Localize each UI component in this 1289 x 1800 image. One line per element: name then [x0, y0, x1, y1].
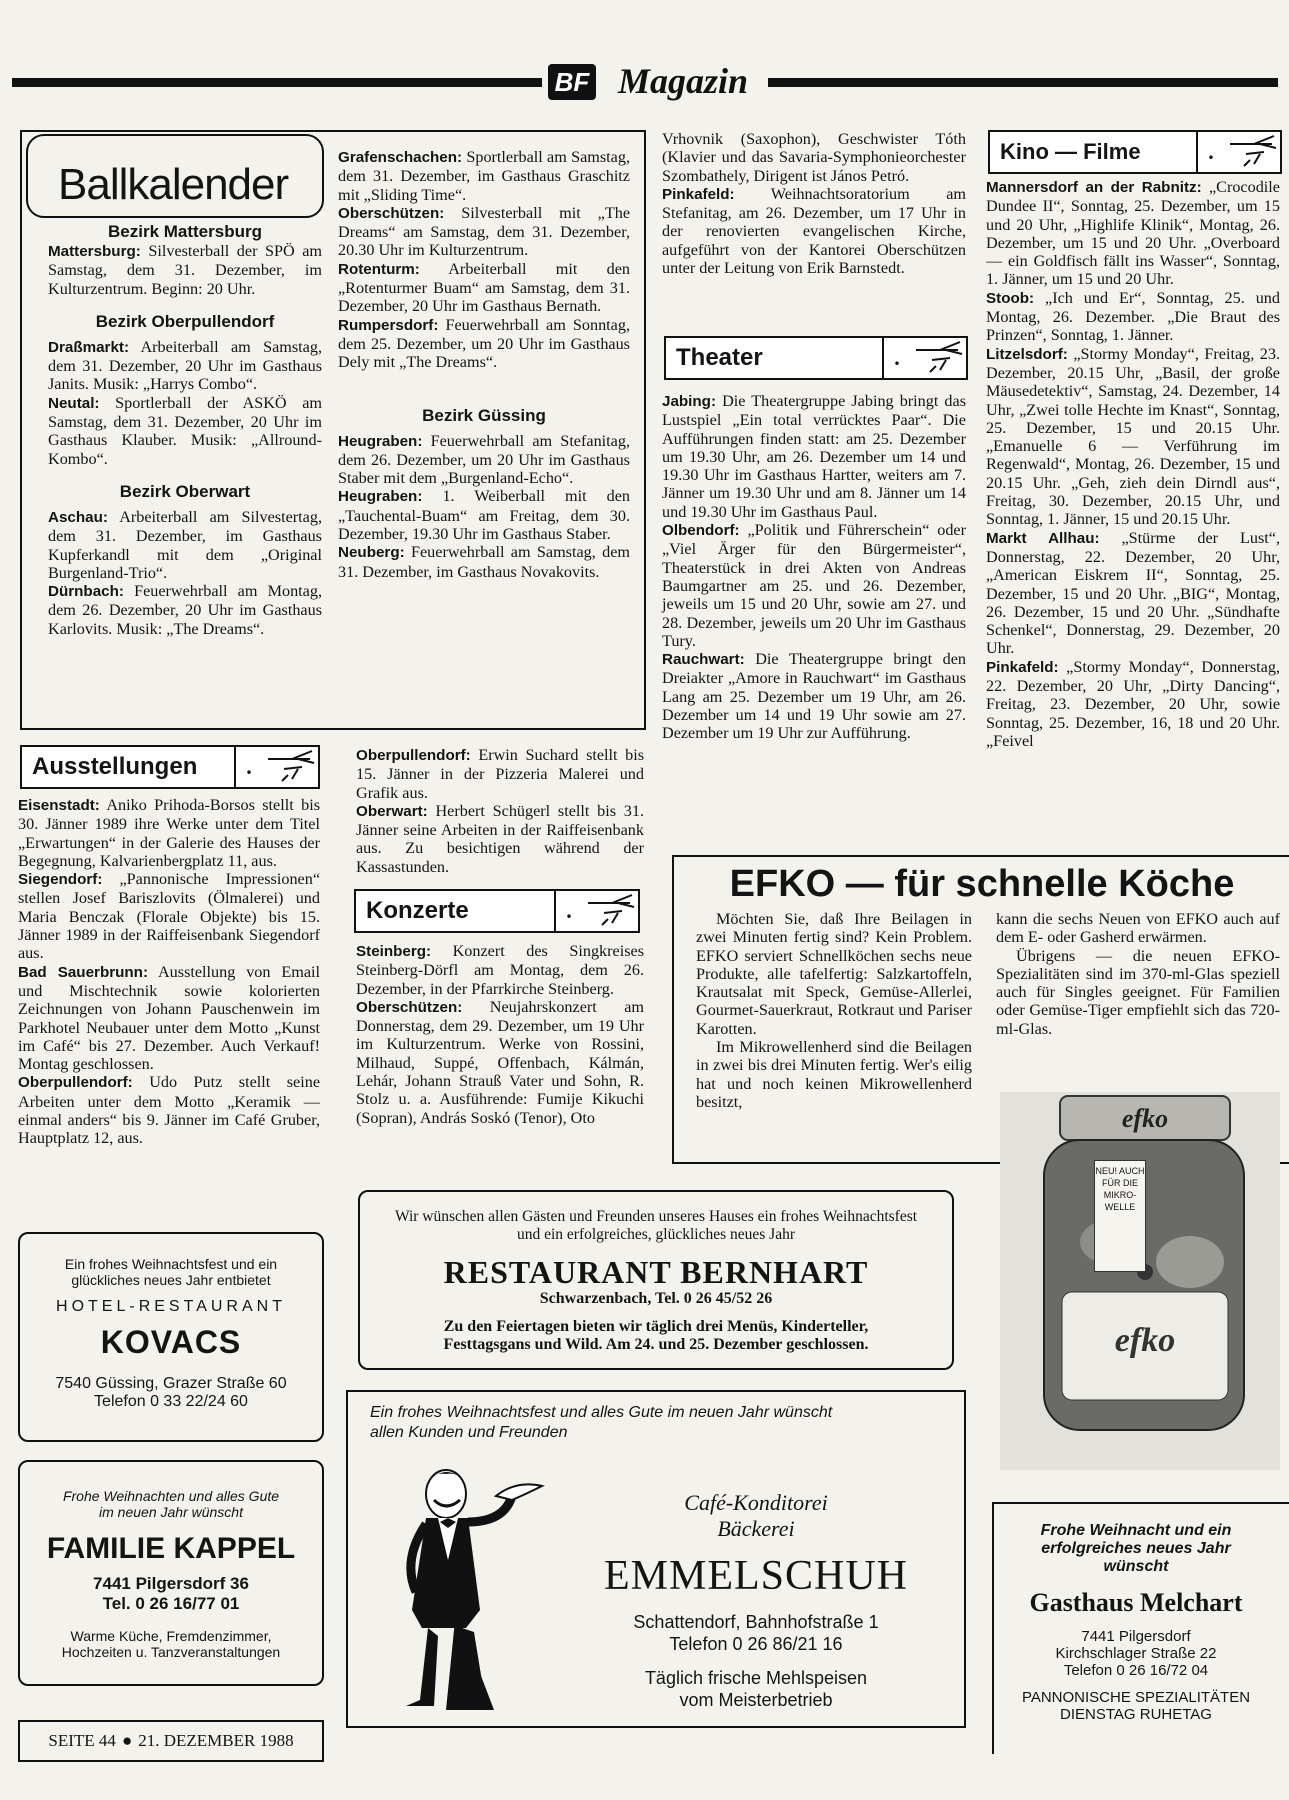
- entry-oberwart-schuegerl: Oberwart: Herbert Schügerl stellt bis 31. Jänner seine Arbeiten in der Raiffeisenbank aus. Zu besichtigen während der Kassastunden.: [356, 801, 644, 876]
- ballkalender-col2: [338, 148, 630, 581]
- melchart-address: 7441 Pilgersdorf: [1081, 1628, 1191, 1645]
- entry-jabing: Jabing: Die Theatergruppe Jabing bringt das Lustspiel „Ein total verrücktes Paar“. Die Aufführungen finden statt: am 25. Dezember um 19.30 Uhr, am 26. Dezember um 14 und 19.30 Uhr im Gasthaus Hartter, weiters am 7. Jänner um 19.30 Uhr und am 8. Jänner um 14 und 19.30 Uhr im Gasthaus Paul.: [662, 392, 966, 521]
- kovacs-phone: Telefon 0 33 22/24 60: [94, 1393, 248, 1410]
- entry-drassmarkt: Draßmarkt: Arbeiterball am Samstag, dem 31. Dezember, 20 Uhr im Gasthaus Janits. Musik: „Harrys Combo“.: [48, 337, 322, 394]
- entry-steinberg: Steinberg: Konzert des Singkreises Steinberg-Dörfl am Montag, dem 26. Dezember, in der Pfarrkirche Steinberg.: [356, 942, 644, 998]
- kino-col4: [986, 178, 1280, 842]
- melchart-feature-1: PANNONISCHE SPEZIALITÄTEN: [1021, 1689, 1251, 1706]
- entry-neuberg: Neuberg: Feuerwehrball am Samstag, dem 31. Dezember, im Gasthaus Novakovits.: [338, 543, 630, 581]
- dot-glyph: .: [894, 345, 900, 370]
- ballkalender-col1: [48, 222, 322, 638]
- konzerte-title: Konzerte: [366, 897, 469, 924]
- kovacs-greeting-1: Ein frohes Weihnachtsfest und ein: [64, 1256, 278, 1272]
- kappel-greeting-1: Frohe Weihnachten und alles Gute: [62, 1488, 280, 1504]
- kappel-name: FAMILIE KAPPEL: [46, 1532, 296, 1565]
- emmelschuh-type-1: Café-Konditorei: [684, 1490, 828, 1515]
- entry-oberschuetzen-konzert: Oberschützen: Neujahrskonzert am Donnerstag, dem 29. Dezember, um 19 Uhr im Kulturzentrum. Werke von Rossini, Milhaud, Suppé, Offenbach, Kálmán, Lehár, Johann Strauß Vater und Sohn, R. Stolz u. a. Ausführende: Fumije Kikuchi (Sopran), András Soskó (Tenor), Oto: [356, 997, 644, 1127]
- kovacs-address: 7540 Güssing, Grazer Straße 60: [55, 1375, 287, 1392]
- entry-pinkafeld-kino: Pinkafeld: „Stormy Monday“, Donnerstag, 22. Dezember, 20 Uhr, „Dirty Dancing“, Freitag, 23. Dezember, 20 Uhr, sowie Sonntag, 25. Dezember, 16, 18 und 20 Uhr. „Feivel: [986, 657, 1280, 750]
- dot-glyph: .: [246, 754, 252, 779]
- entry-heugraben-1: Heugraben: Feuerwehrball am Stefanitag, dem 26. Dezember, um 20 Uhr im Gasthaus Staber mit dem „Burgenland-Echo“.: [338, 431, 630, 488]
- pointing-hand-icon: [262, 747, 318, 787]
- ausstellungen-title: Ausstellungen: [32, 753, 198, 780]
- entry-stoob: Stoob: „Ich und Er“, Sonntag, 25. und Montag, 26. Dezember. „Die Braut des Prinzen“, Sonntag, 1. Jänner.: [986, 288, 1280, 345]
- ad-emmelschuh: [346, 1390, 966, 1728]
- heading-mattersburg: Bezirk Mattersburg: [108, 222, 262, 241]
- melchart-name: Gasthaus Melchart: [1029, 1588, 1243, 1617]
- kappel-greeting-2: im neuen Jahr wünscht: [99, 1504, 243, 1520]
- entry-bad-sauerbrunn: Bad Sauerbrunn: Ausstellung von Email und Mischtechnik sowie kolorierten Zeichnungen von Johann Pauschenwein im Parkhotel Neubauer unter dem Motto „Kunst im Café“ bis 27. Dezember. Auch Verkauf! Montag geschlossen.: [18, 962, 320, 1074]
- pointing-hand-icon: [1224, 132, 1280, 172]
- ballkalender-title: Ballkalender: [58, 160, 289, 209]
- melchart-street: Kirchschlager Straße 22: [1055, 1645, 1217, 1662]
- theater-col3: [662, 392, 966, 743]
- efko-paragraph: Möchten Sie, daß Ihre Beilagen in zwei Minuten fertig sind? Kein Problem. EFKO serviert Schnellköchen sechs neue Produkte, alle tafelfertig: Salzkartoffeln, Krautsalat mit Speck, Gemüse-Allerlei, Gourmet-Sauerkraut, Rotkraut und Pariser Karotten.: [696, 910, 972, 1038]
- konzerte-col2: [356, 942, 644, 1127]
- entry-aschau: Aschau: Arbeiterball am Silvestertag, dem 31. Dezember, im Gasthaus Kupferkandl mit dem „Original Burgenland-Trio“.: [48, 507, 322, 582]
- pointing-hand-icon: [910, 338, 966, 378]
- emmelschuh-greeting-1: Ein frohes Weihnachtsfest und alles Gute im neuen Jahr wünscht: [370, 1404, 833, 1421]
- ad-restaurant-bernhart: [358, 1190, 954, 1370]
- kappel-feature-2: Hochzeiten u. Tanzveranstaltungen: [61, 1644, 281, 1660]
- dot-glyph: .: [1208, 139, 1214, 164]
- melchart-greeting-1: Frohe Weihnacht und ein: [1040, 1522, 1232, 1539]
- melchart-feature-2: DIENSTAG RUHETAG: [1060, 1706, 1212, 1723]
- heading-oberpullendorf: Bezirk Oberpullendorf: [95, 311, 275, 331]
- entry-grafenschachen: Grafenschachen: Sportlerball am Samstag, dem 31. Dezember, im Gasthaus Graschitz mit „Sliding Time“.: [338, 148, 630, 204]
- emmelschuh-phone: Telefon 0 26 86/21 16: [669, 1634, 843, 1654]
- entry-konzert-continued: Vrhovnik (Saxophon), Geschwister Tóth (Klavier und das Savaria-Symphonieorchester Szombathely, Dirigent ist János Petró.: [662, 130, 966, 185]
- efko-paragraph: Im Mikrowellenherd sind die Beilagen in zwei bis drei Minuten fertig. Wer's eilig hat und noch keinen Mikrowellenherd besitzt,: [696, 1038, 972, 1111]
- jar-illustration: [1000, 1092, 1280, 1470]
- magazin-logo: Magazin: [617, 61, 749, 101]
- dot-glyph: .: [566, 898, 572, 923]
- bernhart-address: Schwarzenbach, Tel. 0 26 45/52 26: [539, 1290, 773, 1307]
- entry-mannersdorf: Mannersdorf an der Rabnitz: „Crocodile Dundee II“, Sonntag, 25. Dezember, um 15 und 20 Uhr, „Highlife Klinik“, Montag, 26. Dezember, um 15 und 20 Uhr. „Overboard — ein Goldfisch fällt ins Wasser“, Sonntag, 1. Jänner, um 15 und 20 Uhr.: [986, 178, 1280, 289]
- efko-jar-photo: [1000, 1092, 1280, 1470]
- entry-oberschuetzen-ball: Oberschützen: Silvesterball mit „The Dreams“ am Samstag, dem 31. Dezember, 20.30 Uhr im Kulturzentrum.: [338, 203, 630, 260]
- ad-hotel-kovacs: [18, 1232, 324, 1442]
- emmelschuh-greeting-2: allen Kunden und Freunden: [370, 1424, 568, 1441]
- jar-neu-tag: NEU! AUCH FÜR DIE MIKRO-WELLE: [1094, 1160, 1146, 1272]
- header-rule-left: [12, 78, 542, 87]
- entry-heugraben-2: Heugraben: 1. Weiberball mit den „Tauchental-Buam“ am Freitag, dem 30. Dezember, 19.30 Uhr im Gasthaus Staber.: [338, 487, 630, 544]
- ad-familie-kappel: [18, 1460, 324, 1686]
- bernhart-name: RESTAURANT BERNHART: [443, 1254, 869, 1290]
- jar-label-logo: efko: [1114, 1322, 1176, 1359]
- entry-pinkafeld-oratorium: Pinkafeld: Weihnachtsoratorium am Stefanitag, am 26. Dezember, um 17 Uhr in der renovierten evangelischen Kirche, aufgeführt von der Kantorei Oberschützen unter der Leitung von Erik Barnstedt.: [662, 184, 966, 278]
- emmelschuh-address: Schattendorf, Bahnhofstraße 1: [633, 1612, 879, 1632]
- pointing-hand-icon: [582, 891, 638, 931]
- emmelschuh-feature-2: vom Meisterbetrieb: [679, 1690, 833, 1710]
- entry-eisenstadt: Eisenstadt: Aniko Prihoda-Borsos stellt bis 30. Jänner 1989 ihre Werke unter dem Titel „Erwartungen“ in der Galerie des Hauses der Begegnung, Kalvarienbergplatz 11, aus.: [18, 796, 320, 870]
- bullet: ●: [121, 1731, 133, 1750]
- kovacs-greeting-2: glückliches neues Jahr entbietet: [71, 1272, 271, 1288]
- entry-rauchwart: Rauchwart: Die Theatergruppe bringt den Dreiakter „Amore in Rauchwart“ im Gasthaus Lang am 25. Dezember um 19 Uhr, am 26. Dezember um 14 und 19 Uhr sowie am 27. Dezember um 19 Uhr zur Aufführung.: [662, 650, 966, 743]
- entry-rotenturm: Rotenturm: Arbeiterball mit den „Rotenturmer Buam“ am Samstag, dem 31. Dezember, 20 Uhr im Gasthaus Bernath.: [338, 259, 630, 316]
- entry-neutal: Neutal: Sportlerball der ASKÖ am Samstag, dem 31. Dezember, 20 Uhr im Gasthaus Klauber. Musik: „Allround-Kombo“.: [48, 393, 322, 468]
- entry-litzelsdorf: Litzelsdorf: „Stormy Monday“, Freitag, 23. Dezember, 20.15 Uhr, „Basil, der große Mäusedetektiv“, Samstag, 24. Dezember, 14 Uhr, „Zwei tolle Hechte im Knast“, Sonntag, 25. Dezember, 15 und 20.15 Uhr. „Emanuelle 6 — Verführung im Regenwald“, Montag, 26. Dezember, 15 und 20.15 Uhr. „Geh, zieh dein Dirndl aus“, Freitag, 30. Dezember, 20.15 Uhr, und Sonntag, 1. Jänner, 15 und 20.15 Uhr.: [986, 344, 1280, 529]
- issue-date: 21. DEZEMBER 1988: [138, 1731, 294, 1750]
- emmelschuh-feature-1: Täglich frische Mehlspeisen: [644, 1668, 868, 1688]
- ausstellungen-col1: [18, 796, 320, 1148]
- melchart-greeting-3: wünscht: [1103, 1558, 1169, 1575]
- kappel-address: 7441 Pilgersdorf 36: [93, 1574, 249, 1593]
- kovacs-name: KOVACS: [100, 1324, 242, 1360]
- bernhart-feature-2: Festtagsgans und Wild. Am 24. und 25. Dezember geschlossen.: [443, 1336, 869, 1353]
- header-rule-right: [768, 78, 1278, 87]
- melchart-phone: Telefon 0 26 16/72 04: [1063, 1662, 1209, 1679]
- efko-paragraph: Übrigens — die neuen EFKO-Spezialitäten sind im 370-ml-Glas speziell auch für Singles geeignet. Für Familien oder Gemüse-Tiger empfiehlt sich das 720-ml-Glas.: [996, 946, 1280, 1038]
- emmelschuh-type-2: Bäckerei: [717, 1516, 795, 1541]
- bernhart-feature-1: Zu den Feiertagen bieten wir täglich drei Menüs, Kinderteller,: [443, 1318, 869, 1335]
- entry-duernbach: Dürnbach: Feuerwehrball am Montag, dem 26. Dezember, 20 Uhr im Gasthaus Karlovits. Musik: „The Dreams“.: [48, 582, 322, 638]
- konzerte-header: [354, 889, 640, 933]
- entry-siegendorf: Siegendorf: „Pannonische Impressionen“ stellen Josef Bariszlovits (Ölmalerei) und Maria Benczak (Florale Objekte) bis 15. Jänner 1989 in der Raiffeisenbank Siegendorf aus.: [18, 870, 320, 963]
- efko-paragraph: kann die sechs Neuen von EFKO auch auf dem E- oder Gasherd erwärmen.: [996, 910, 1280, 947]
- melchart-greeting-2: erfolgreiches neues Jahr: [1041, 1540, 1231, 1557]
- heading-guessing: Bezirk Güssing: [422, 405, 546, 425]
- theater-title: Theater: [676, 344, 763, 371]
- kovacs-type: HOTEL-RESTAURANT: [56, 1298, 286, 1315]
- emmelschuh-name: EMMELSCHUH: [603, 1553, 909, 1599]
- entry-markt-allhau: Markt Allhau: „Stürme der Lust“, Donnerstag, 22. Dezember, 20 Uhr, „American Eiskrem II“, Sonntag, 25. Dezember, 15 und 20 Uhr. „BIG“, Montag, 26. Dezember, 15 und 20 Uhr. „Sündhafte Schenkel“, Donnerstag, 29. Dezember, 20 Uhr.: [986, 528, 1280, 658]
- jar-lid-logo: efko: [1121, 1104, 1169, 1133]
- bf-logo: BF: [548, 64, 596, 100]
- entry-mattersburg: Mattersburg: Silvesterball der SPÖ am Samstag, dem 31. Dezember, im Kulturzentrum. Beginn: 20 Uhr.: [48, 242, 322, 298]
- page-footer: [18, 1720, 324, 1762]
- kappel-phone: Tel. 0 26 16/77 01: [102, 1594, 240, 1613]
- bernhart-greeting: Wir wünschen allen Gästen und Freunden unseres Hauses ein frohes Weihnachtsfest und ein erfolgreiches, glückliches neues Jahr: [394, 1208, 918, 1243]
- entry-rumpersdorf: Rumpersdorf: Feuerwehrball am Sonntag, dem 25. Dezember, um 20 Uhr im Gasthaus Dely mit „The Dreams“.: [338, 315, 630, 372]
- efko-col2: [996, 910, 1280, 1038]
- page-number: SEITE 44: [48, 1731, 116, 1750]
- konzerte-col3: [662, 130, 966, 277]
- heading-oberwart: Bezirk Oberwart: [119, 481, 251, 501]
- efko-headline: EFKO — für schnelle Köche: [729, 863, 1235, 905]
- kappel-feature-1: Warme Küche, Fremdenzimmer,: [70, 1628, 272, 1644]
- ad-gasthaus-melchart: [992, 1502, 1280, 1752]
- ausstellungen-header: [20, 745, 320, 789]
- waiter-illustration: [376, 1460, 556, 1712]
- entry-olbendorf: Olbendorf: „Politik und Führerschein“ oder „Viel Ärger für den Bürgermeister“, Theaterstück in drei Akten von Andreas Baumgartner am 25. und 26. Dezember, jeweils um 15 und 20 Uhr, sowie am 27. und 28. Dezember, jeweils um 20 Uhr im Gasthaus Tury.: [662, 521, 966, 650]
- entry-oberpullendorf-suchard: Oberpullendorf: Erwin Suchard stellt bis 15. Jänner in der Pizzeria Malerei und Grafik aus.: [356, 746, 644, 802]
- entry-oberpullendorf-putz: Oberpullendorf: Udo Putz stellt seine Arbeiten unter dem Motto „Keramik — einmal anders“ bis 9. Jänner im Café Gruber, Hauptplatz 12, aus.: [18, 1073, 320, 1148]
- kino-title: Kino — Filme: [1000, 139, 1141, 164]
- kino-header: [988, 130, 1282, 174]
- melchart-frame-top: [992, 1502, 1289, 1504]
- theater-header: [664, 336, 968, 380]
- melchart-frame-left: [992, 1502, 994, 1754]
- efko-col1: [696, 910, 972, 1111]
- ausstellungen-col2: [356, 746, 644, 876]
